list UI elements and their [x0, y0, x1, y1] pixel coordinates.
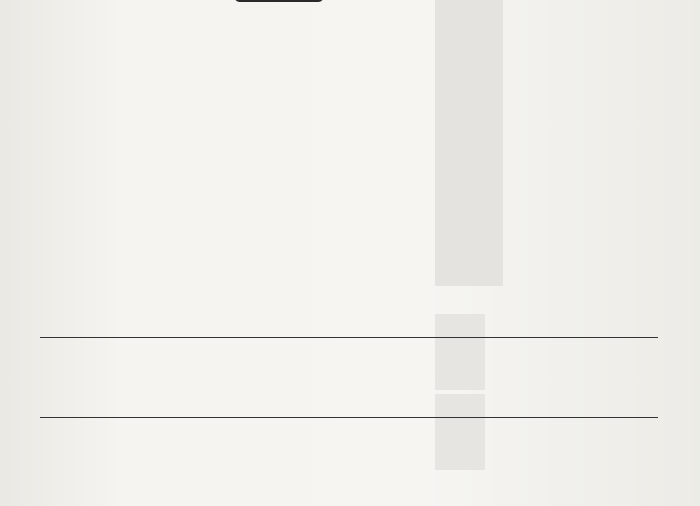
diluted-2022-shade — [435, 394, 485, 470]
highlighted-2022-column — [435, 0, 503, 286]
basic-header-rule — [40, 337, 658, 338]
camera-notch — [234, 0, 324, 2]
basic-2022-shade — [435, 314, 485, 390]
diluted-header-rule — [40, 417, 658, 418]
